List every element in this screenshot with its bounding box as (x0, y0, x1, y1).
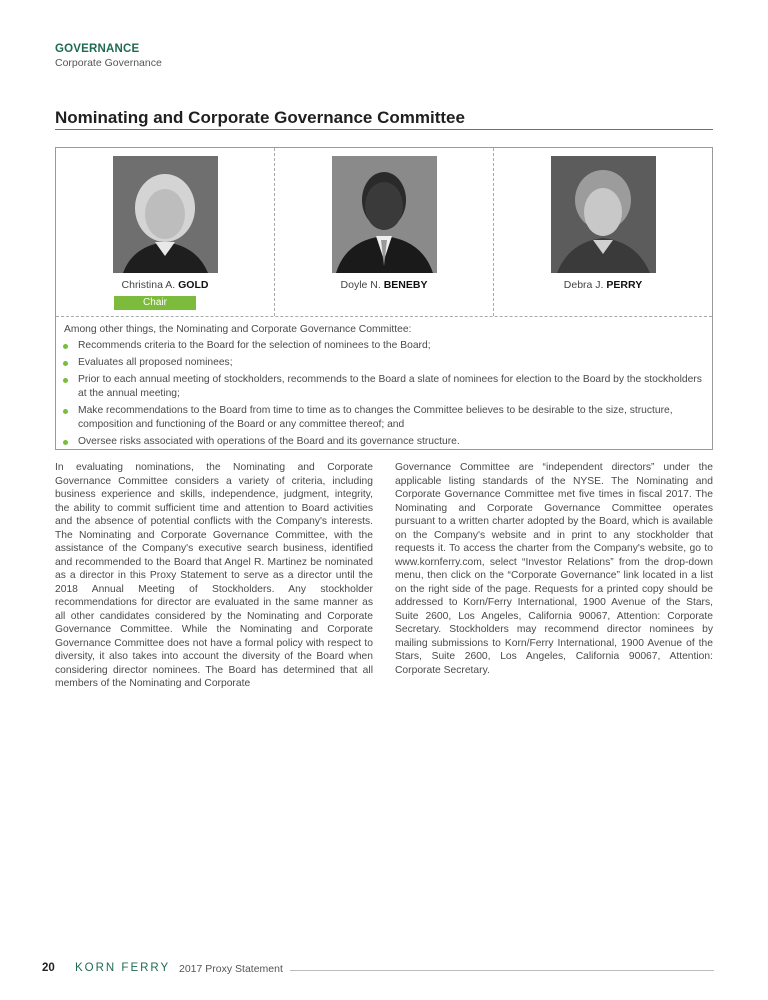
subsection-label: Corporate Governance (55, 57, 162, 69)
member-name: Christina A. GOLD (121, 279, 209, 291)
member-photo (551, 156, 656, 273)
member-card (275, 148, 494, 316)
list-item: Recommends criteria to the Board for the selection of nominees to the Board; (56, 339, 712, 353)
list-item: Prior to each annual meeting of stockholders, recommends to the Board a slate of nominees for election to the Board by the stockholders at the annual meeting; (56, 373, 712, 401)
bullet-icon (63, 409, 68, 414)
page-footer (42, 962, 714, 978)
list-item: Evaluates all proposed nominees; (56, 356, 712, 370)
footer-divider (290, 970, 714, 971)
list-item: Oversee risks associated with operations of the Board and its governance structure. (56, 435, 712, 449)
member-photo (332, 156, 437, 273)
bullet-icon (63, 344, 68, 349)
body-text-left: In evaluating nominations, the Nominating and Corporate Governance Committee considers a variety of criteria, including business experience and skills, independence, judgment, integrity, the ability to commit sufficient time and attention to Board activities and the absence of potential conflicts with the Company's interests. The Nominating and Corporate Governance Committee, with the assistance of the Company's executive search business, identified and recommended to the Board that Angel R. Martinez be nominated as a director in this Proxy Statement to serve as a director until the 2018 Annual Meeting of Stockholders. Any stockholder recommendations for director are evaluated in the same manner as all other candidates considered by the Nominating and Corporate Governance Committee. While the Nominating and Corporate Governance Committee does not have a formal policy with respect to diversity, it also takes into account the diversity of the Board when considering director nominees. The Board has determined that all members of the Nominating and Corporate (55, 462, 373, 689)
duties-list (56, 339, 712, 449)
list-item: Make recommendations to the Board from time to time as to changes the Committee believes to be desirable to the size, structure, composition and functioning of the Board or any committee thereof; and (56, 404, 712, 432)
member-name: Debra J. PERRY (563, 279, 643, 291)
committee-box (55, 147, 713, 450)
page-number: 20 (42, 962, 55, 974)
member-card (56, 148, 275, 316)
bullet-icon (63, 378, 68, 383)
bullet-icon (63, 440, 68, 445)
member-photo (113, 156, 218, 273)
duties-intro: Among other things, the Nominating and Corporate Governance Committee: (64, 324, 412, 335)
committee-duties (56, 316, 712, 452)
title-divider (55, 129, 713, 130)
document-name: 2017 Proxy Statement (179, 963, 283, 975)
page-title: Nominating and Corporate Governance Committee (55, 108, 465, 127)
committee-members (56, 148, 712, 316)
bullet-icon (63, 361, 68, 366)
section-label: GOVERNANCE (55, 43, 140, 55)
member-name: Doyle N. BENEBY (340, 279, 428, 291)
member-card (494, 148, 712, 316)
chair-badge: Chair (114, 296, 196, 310)
brand-logo: KORN FERRY (75, 962, 171, 974)
body-text-right: Governance Committee are “independent directors” under the applicable listing standards of the NYSE. The Nominating and Corporate Governance Committee met five times in fiscal 2017. The Nominating and Corporate Governance Committee operates pursuant to a written charter adopted by the Board, which is available on the Company's website and in print to any stockholder that requests it. To access the charter from the Company's website, go to www.kornferry.com, select “Investor Relations” from the drop-down menu, then click on the “Corporate Governance” link located in a list on the right side of the page. Requests for a printed copy should be addressed to Korn/Ferry International, 1900 Avenue of the Stars, Suite 2600, Los Angeles, California 90067, Attention: Corporate Secretary. Stockholders may recommend director nominees by mailing submissions to Korn/Ferry International, 1900 Avenue of the Stars, Suite 2600, Los Angeles, California 90067, Attention: Corporate Secretary. (395, 462, 713, 676)
